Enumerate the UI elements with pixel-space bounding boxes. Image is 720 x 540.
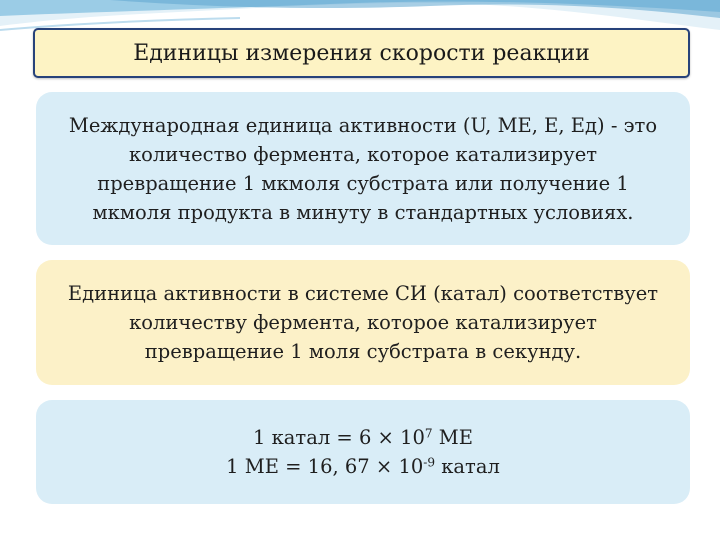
formula-unit: МЕ: [432, 426, 473, 449]
slide-title-text: Единицы измерения скорости реакции: [133, 40, 590, 66]
formula-base: 1 катал = 6 × 10: [252, 426, 425, 449]
formula-unit: катал: [435, 455, 500, 478]
formula-exponent: 7: [424, 426, 433, 441]
formula-exponent: -9: [423, 455, 436, 470]
si-unit-line: превращение 1 моля субстрата в секунду.: [144, 340, 582, 363]
international-unit-line: превращение 1 мкмоля субстрата или получение 1: [97, 171, 629, 195]
slide-title: [33, 28, 690, 78]
si-unit-panel: [36, 260, 690, 385]
formula-base: 1 МЕ = 16, 67 × 10: [226, 455, 424, 478]
me-to-katal-formula: [226, 452, 500, 481]
international-unit-line: количество фермента, которое катализирует: [128, 142, 598, 166]
conversion-panel: [36, 400, 690, 504]
katal-to-me-formula: [253, 423, 473, 452]
international-unit-line: мкмоля продукта в минуту в стандартных условиях.: [92, 200, 634, 224]
si-unit-line: количеству фермента, которое катализирует: [129, 311, 597, 334]
international-unit-panel: [36, 92, 690, 245]
international-unit-line: Международная единица активности (U, МЕ, Е, Ед) - это: [68, 113, 658, 137]
si-unit-line: Единица активности в системе СИ (катал) соответствует: [67, 282, 659, 305]
